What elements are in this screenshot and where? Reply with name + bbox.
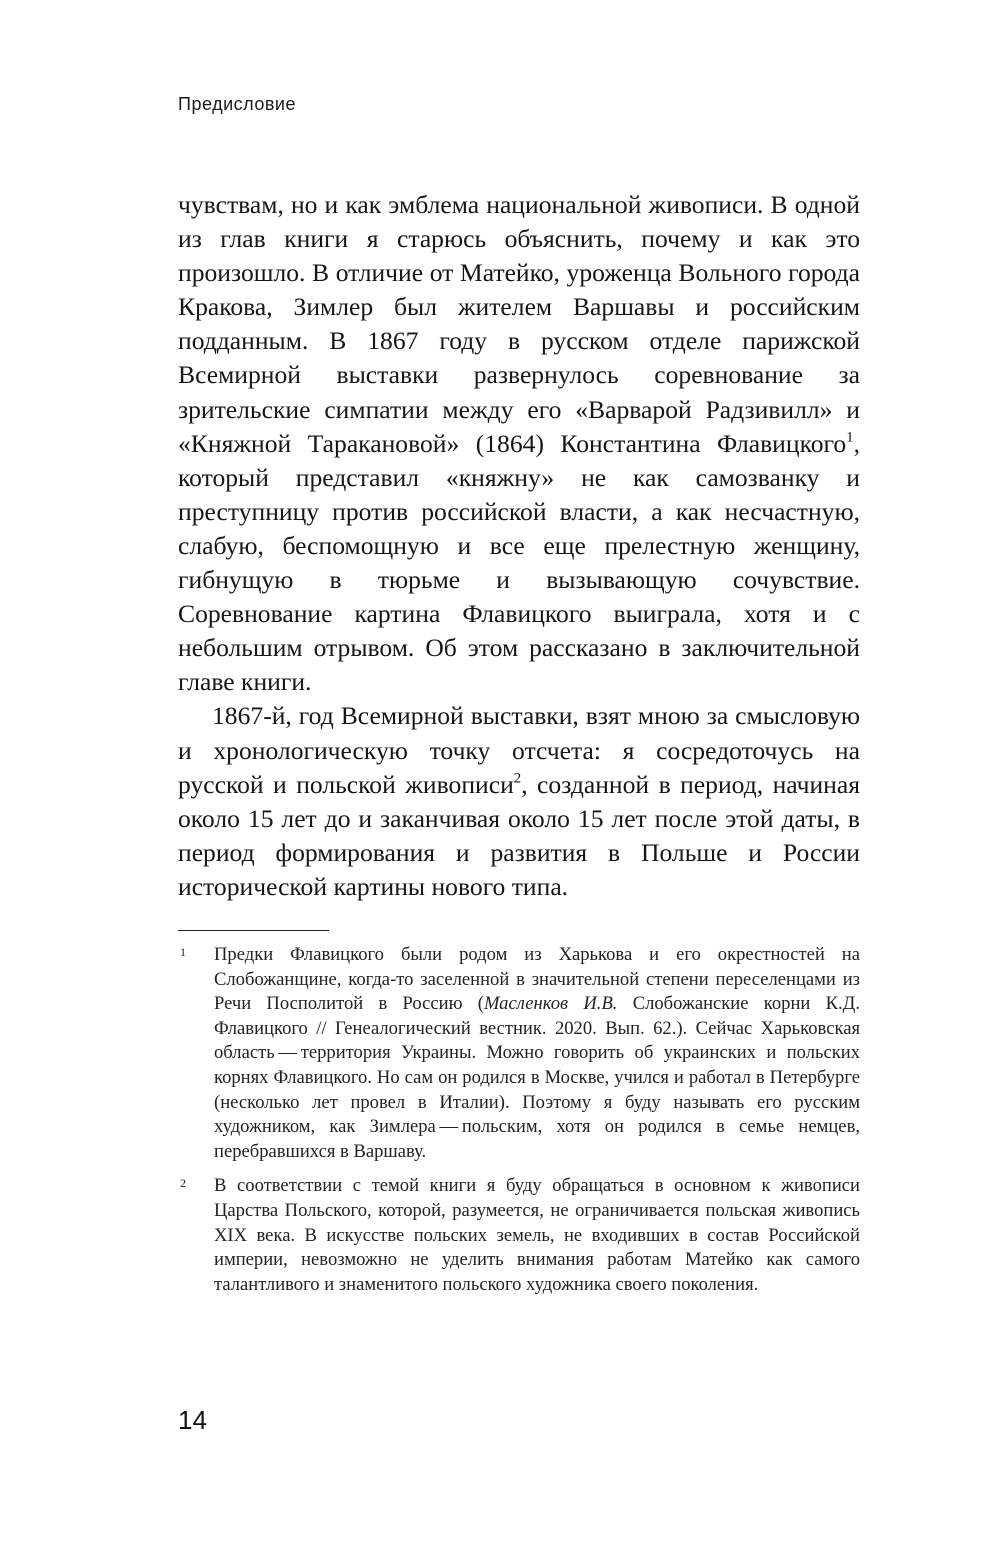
paragraph (178, 188, 860, 699)
paragraph (178, 699, 860, 904)
footnote-text (214, 944, 860, 1162)
footnote-1 (178, 943, 860, 1164)
footnote-reference[interactable]: 2 (513, 769, 522, 786)
footnote-reference[interactable]: 1 (846, 428, 854, 445)
footnote-divider (178, 930, 329, 931)
paragraph-text: чувствам, но и как эмблема национальной живописи. В одной из глав книги я старюсь объяснить, почему и как это произошло. В отличие от Матейко, уроженца Вольного города Кракова, Зимлер был жителем Варшавы и российским подданным. В 1867 году в русском отделе парижской Всемирной выставки развернулось соревнование за зрительские симпатии между его «Варварой Радзивилл» и «Княжной Таракановой» (1864) Константина Флавицкого (178, 190, 860, 458)
paragraph-text: , созданной в период, начиная около 15 лет до и заканчивая около 15 лет после этой даты, в период формирования и развития в Польше и России исторической картины нового типа. (178, 769, 861, 901)
footnotes (178, 943, 860, 1297)
footnote-text-part: Слобожанские корни К.Д. Флавицкого // Генеалогический вестник. 2020. Вып. 62.). Сейчас Харьковская область — территория Украины. Можно говорить об украинских и польских корнях Флавицкого. Но сам он родился в Москве, учился и работал в Петербурге (несколько лет провел в Италии). Поэтому я буду называть его русским художником, как Зимлера — польским, хотя он родился в семье немцев, перебравшихся в Варшаву. (214, 993, 860, 1162)
paragraph-text: , который представил «княжну» не как самозванку и преступницу против российской власти, а как несчастную, слабую, беспомощную и все еще прелестную женщину, гибнущую в тюрьме и вызывающую сочувствие. Соревнование картина Флавицкого выиграла, хотя и с небольшим отрывом. Об этом рассказано в заключительной главе книги. (178, 428, 860, 697)
footnote-2 (178, 1174, 860, 1297)
footnote-number: 1 (180, 945, 186, 959)
footnote-number: 2 (180, 1176, 186, 1191)
footnote-text: В соответствии с темой книги я буду обращаться в основном к живописи Царства Польского, которой, разумеется, не ограничивается польская живопись XIX века. В искусстве польских земель, не входивших в состав Российской империи, невозможно не уделить внимания работам Матейко как самого талантливого и знаменитого польского художника своего поколения. (214, 1175, 860, 1295)
main-text (178, 188, 860, 904)
paragraph-text: 1867-й, год Всемирной выставки, взят мною за смысловую и хронологическую точку отсчета: я сосредоточусь на русской и польской живописи (178, 701, 860, 799)
page-number: 14 (178, 1405, 207, 1435)
footnote-citation-author: Масленков И.В. (483, 993, 618, 1015)
running-header: Предисловие (178, 94, 296, 114)
footnote-text-part: Предки Флавицкого были родом из Харькова и его окрестностей на Слобожанщине, когда-то заселенной в значительной степени переселенцами из Речи Посполитой в Россию ( (214, 944, 860, 1015)
